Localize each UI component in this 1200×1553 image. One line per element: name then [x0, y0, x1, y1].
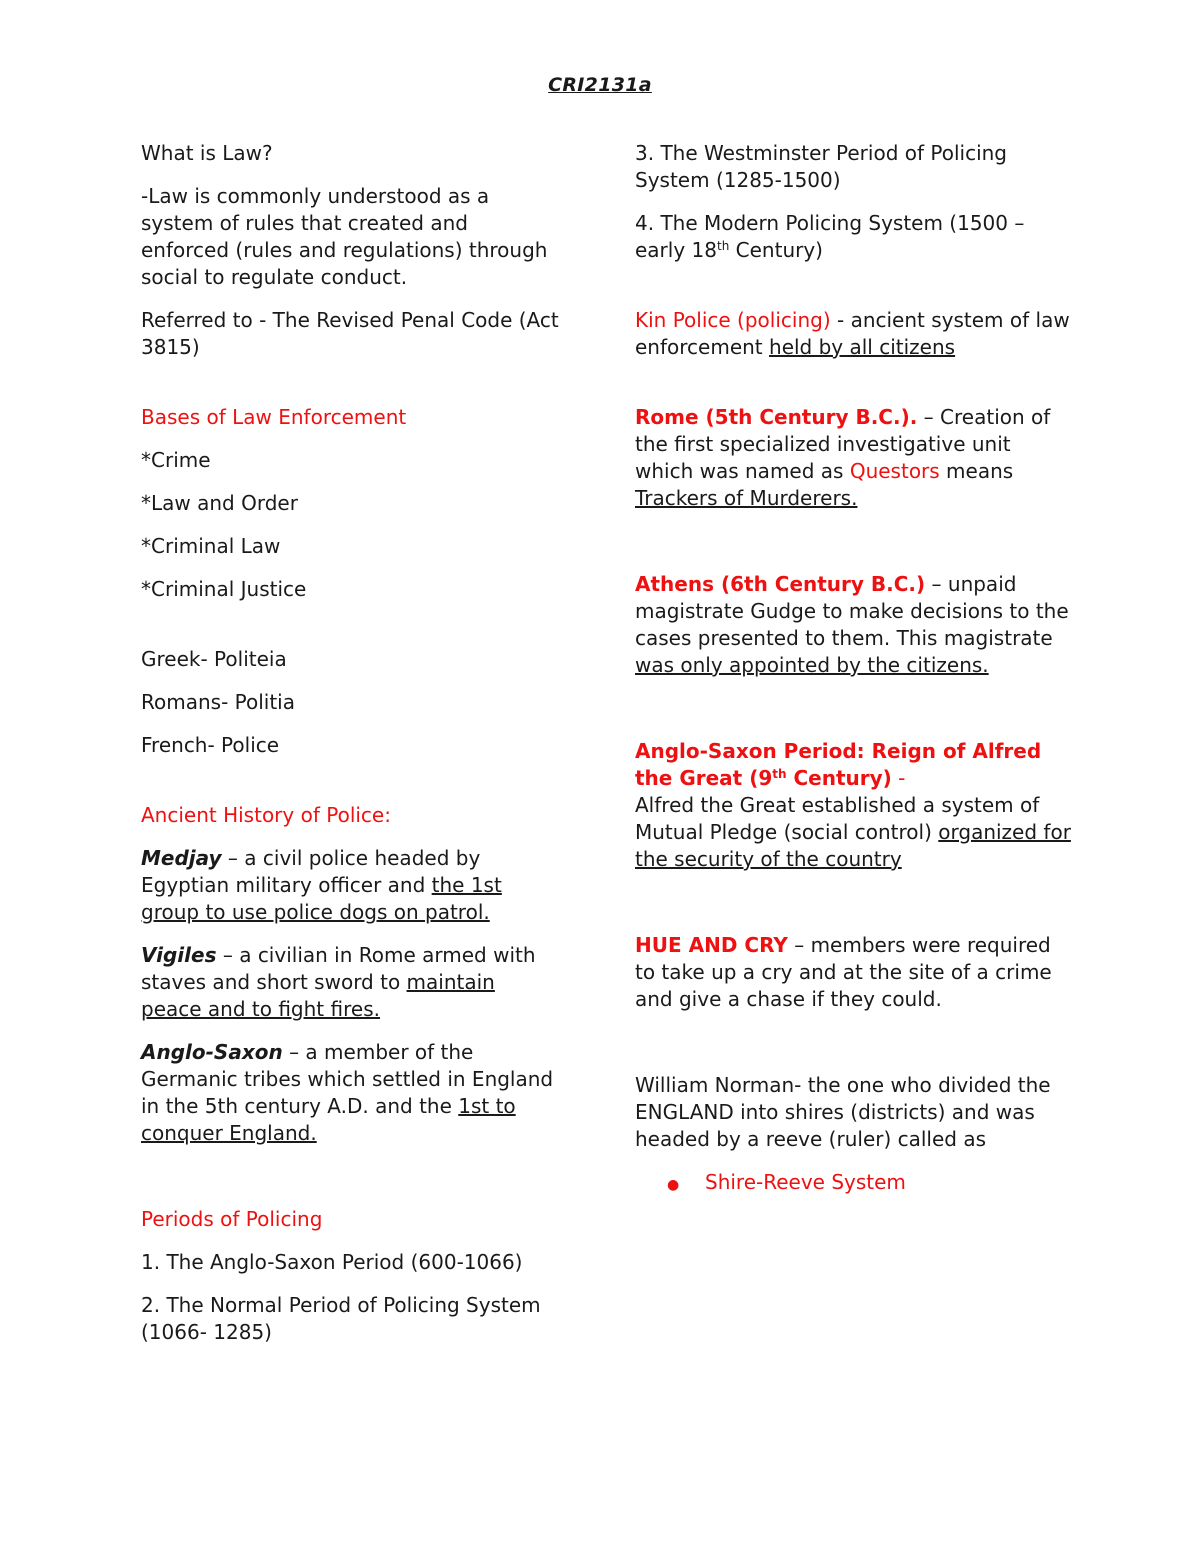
hue-and-cry-entry — [635, 932, 1075, 1013]
referred-to: Referred to - The Revised Penal Code (Act 3815) — [141, 308, 559, 359]
medjay-underline: the 1st group to use police dogs on patrol. — [141, 873, 502, 924]
etymology-item: French- Police — [141, 733, 280, 757]
alfred-entry — [635, 738, 1075, 873]
rome-entry — [635, 404, 1075, 512]
alfred-term-a: Anglo-Saxon Period: Reign of Alfred the Great (9 — [635, 739, 1042, 790]
period-item — [635, 210, 1075, 264]
questors-term: Questors — [849, 459, 940, 483]
anglo-saxon-text: – a member of the Germanic tribes which settled in England in the 5th century A.D. and the — [141, 1040, 554, 1118]
bases-item: *Criminal Law — [141, 534, 281, 558]
left-column — [141, 140, 561, 1362]
rome-text-2: means — [939, 459, 1014, 483]
bases-item: *Crime — [141, 448, 211, 472]
kin-police-text: - ancient system of law enforcement — [635, 308, 1070, 359]
medjay-text: – a civil police headed by Egyptian military officer and — [141, 846, 481, 897]
etymology-item: Greek- Politeia — [141, 647, 287, 671]
periods-heading: Periods of Policing — [141, 1207, 323, 1231]
bases-item: *Law and Order — [141, 491, 298, 515]
hue-and-cry-text: – members were required to take up a cry and at the site of a crime and give a chase if they could. — [635, 933, 1052, 1011]
bases-item: *Criminal Justice — [141, 577, 307, 601]
william-norman-entry: William Norman- the one who divided the ENGLAND into shires (districts) and was headed by a reeve (ruler) called as — [635, 1073, 1051, 1151]
period-item: 3. The Westminster Period of Policing System (1285-1500) — [635, 141, 1008, 192]
right-column — [635, 140, 1075, 1199]
alfred-sup: th — [772, 767, 787, 781]
kin-police-entry — [635, 307, 1075, 361]
athens-text: – unpaid magistrate Gudge to make decisions to the cases presented to them. This magistrate — [635, 572, 1069, 650]
alfred-term-b: Century) — [786, 766, 892, 790]
bullet-dot-icon: ● — [667, 1177, 680, 1193]
period-item: 1. The Anglo-Saxon Period (600-1066) — [141, 1250, 523, 1274]
ancient-heading: Ancient History of Police: — [141, 803, 391, 827]
period4-text: 4. The Modern Policing System (1500 – early 18 — [635, 211, 1025, 262]
anglo-saxon-term: Anglo-Saxon — [141, 1040, 283, 1064]
vigiles-text: – a civilian in Rome armed with staves and short sword to — [141, 943, 536, 994]
rome-term: Rome (5th Century B.C.). — [635, 405, 918, 429]
alfred-underline: organized for the security of the country — [635, 820, 1071, 871]
etymology-item: Romans- Politia — [141, 690, 295, 714]
shire-reeve-bullet — [667, 1169, 1075, 1199]
kin-police-term: Kin Police (policing) — [635, 308, 831, 332]
medjay-term: Medjay — [141, 846, 222, 870]
shire-reeve-label: Shire-Reeve System — [705, 1170, 906, 1194]
kin-police-underline: held by all citizens — [769, 335, 956, 359]
period-item: 2. The Normal Period of Policing System (1066- 1285) — [141, 1293, 541, 1344]
athens-underline: was only appointed by the citizens. — [635, 653, 989, 677]
alfred-text: Alfred the Great established a system of Mutual Pledge (social control) — [635, 793, 1040, 844]
period4-sup: th — [716, 239, 730, 253]
vigiles-entry — [141, 942, 561, 1023]
alfred-dash: - — [891, 766, 906, 790]
alfred-term — [635, 739, 1041, 790]
document-title: CRI2131a — [548, 74, 652, 96]
rome-text: – Creation of the first specialized investigative unit which was named as — [635, 405, 1051, 483]
law-definition: -Law is commonly understood as a system of rules that created and enforced (rules and regulations) through social to regulate conduct. — [141, 184, 548, 289]
anglo-saxon-entry — [141, 1039, 561, 1147]
anglo-saxon-underline: 1st to conquer England. — [141, 1094, 516, 1145]
period4-text-end: Century) — [729, 238, 823, 262]
athens-entry — [635, 571, 1075, 679]
hue-and-cry-term: HUE AND CRY — [635, 933, 788, 957]
law-question: What is Law? — [141, 141, 273, 165]
rome-underline: Trackers of Murderers. — [635, 486, 858, 510]
bases-heading: Bases of Law Enforcement — [141, 405, 407, 429]
athens-term: Athens (6th Century B.C.) — [635, 572, 926, 596]
medjay-entry — [141, 845, 561, 926]
vigiles-term: Vigiles — [141, 943, 217, 967]
vigiles-underline: maintain peace and to fight fires. — [141, 970, 495, 1021]
